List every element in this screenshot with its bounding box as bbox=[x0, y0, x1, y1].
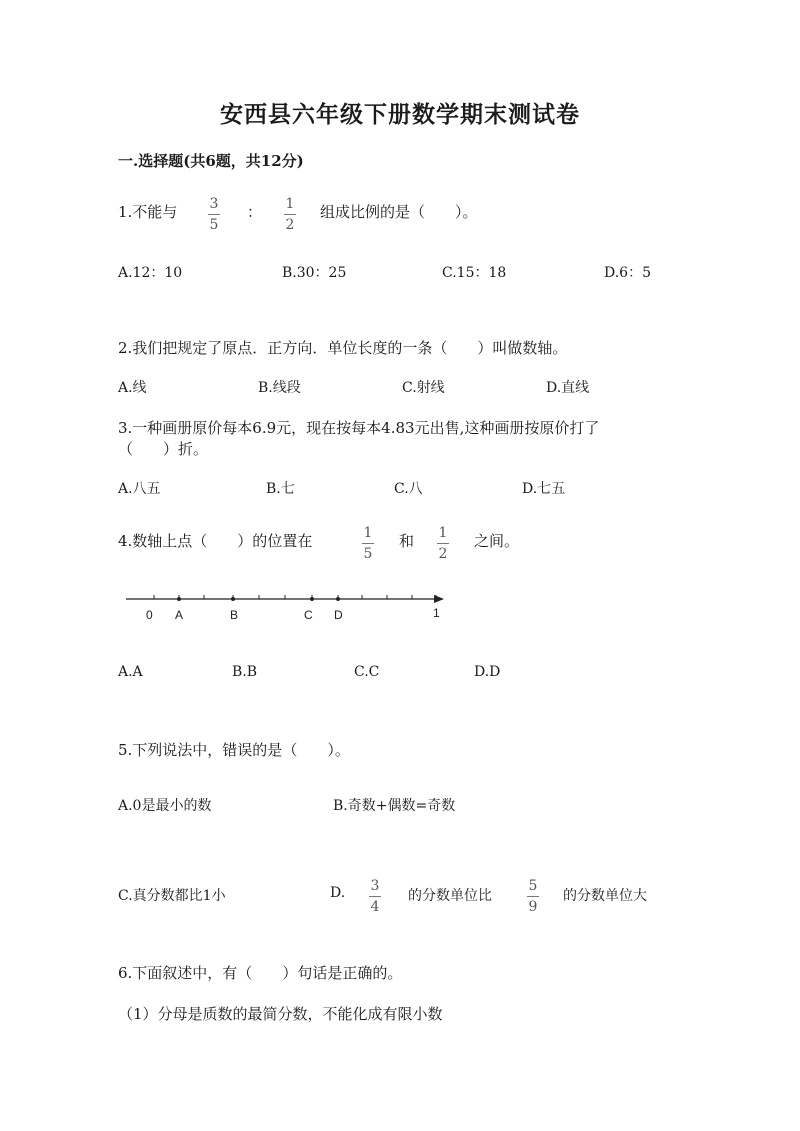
fraction-denominator: 2 bbox=[438, 546, 448, 562]
q4-fraction-b bbox=[437, 525, 449, 562]
point-d-dot bbox=[336, 597, 340, 601]
q4-fraction-a bbox=[362, 525, 374, 562]
fraction-numerator: 5 bbox=[528, 878, 538, 894]
q3-stem-line2: （ ）折。 bbox=[118, 440, 209, 458]
q6-stem: 6.下面叙述中，有（ ）句话是正确的。 bbox=[118, 964, 403, 982]
q5-stem: 5.下列说法中，错误的是（ ）。 bbox=[118, 741, 350, 759]
q1-stem-pre: 1.不能与 bbox=[118, 203, 178, 221]
q4-stem-post: 之间。 bbox=[474, 532, 520, 550]
fraction-denominator: 5 bbox=[363, 546, 373, 562]
point-a-dot bbox=[177, 597, 181, 601]
q5-fraction-b bbox=[527, 878, 539, 915]
label-d: D bbox=[334, 608, 343, 622]
q5-option-d[interactable]: D. bbox=[330, 885, 346, 901]
number-line bbox=[118, 585, 458, 630]
q3-option-b[interactable]: B.七 bbox=[266, 481, 295, 497]
label-c: C bbox=[304, 608, 313, 622]
q5-fraction-a bbox=[369, 878, 381, 915]
label-one: 1 bbox=[433, 606, 440, 620]
q4-stem-pre: 4.数轴上点（ ）的位置在 bbox=[118, 532, 313, 550]
fraction-denominator: 2 bbox=[285, 217, 295, 233]
q5-option-a[interactable]: A.0是最小的数 bbox=[118, 798, 212, 814]
fraction-denominator: 4 bbox=[370, 899, 380, 915]
q2-option-d[interactable]: D.直线 bbox=[546, 380, 590, 396]
label-zero: 0 bbox=[146, 608, 153, 622]
q1-option-c[interactable]: C.15：18 bbox=[442, 265, 507, 281]
q1-fraction-a bbox=[208, 196, 220, 233]
fraction-denominator: 9 bbox=[528, 899, 538, 915]
q4-option-d[interactable]: D.D bbox=[474, 664, 501, 680]
q3-option-a[interactable]: A.八五 bbox=[118, 481, 161, 497]
q6-item-1: （1）分母是质数的最简分数，不能化成有限小数 bbox=[118, 1005, 443, 1023]
q5-option-d-mid: 的分数单位比 bbox=[408, 888, 492, 904]
q5-option-b[interactable]: B.奇数+偶数=奇数 bbox=[333, 798, 456, 814]
q2-option-c[interactable]: C.射线 bbox=[402, 380, 445, 396]
q2-stem: 2.我们把规定了原点．正方向．单位长度的一条（ ）叫做数轴。 bbox=[118, 339, 568, 357]
fraction-numerator: 3 bbox=[370, 878, 380, 894]
q3-stem-line1: 3.一种画册原价每本6.9元，现在按每本4.83元出售,这种画册按原价打了 bbox=[118, 419, 600, 437]
q3-option-c[interactable]: C.八 bbox=[394, 481, 423, 497]
q1-stem-post: 组成比例的是（ ）。 bbox=[320, 203, 478, 221]
q1-option-b[interactable]: B.30：25 bbox=[282, 265, 347, 281]
fraction-numerator: 1 bbox=[438, 525, 448, 541]
fraction-numerator: 3 bbox=[209, 196, 219, 212]
q1-colon: ： bbox=[247, 203, 263, 221]
q4-option-c[interactable]: C.C bbox=[354, 664, 380, 680]
point-b-dot bbox=[231, 597, 235, 601]
label-b: B bbox=[230, 608, 239, 622]
fraction-denominator: 5 bbox=[209, 217, 219, 233]
q1-option-a[interactable]: A.12：10 bbox=[118, 265, 183, 281]
q3-option-d[interactable]: D.七五 bbox=[522, 481, 566, 497]
point-c-dot bbox=[310, 597, 314, 601]
page-title: 安西县六年级下册数学期末测试卷 bbox=[220, 101, 580, 128]
q2-option-a[interactable]: A.线 bbox=[118, 380, 147, 396]
q4-option-a[interactable]: A.A bbox=[118, 664, 143, 680]
q1-fraction-b bbox=[284, 196, 296, 233]
q5-option-d-post: 的分数单位大 bbox=[563, 888, 647, 904]
q1-option-d[interactable]: D.6：5 bbox=[604, 265, 651, 281]
section-heading: 一.选择题(共6题，共12分) bbox=[118, 152, 304, 170]
q4-option-b[interactable]: B.B bbox=[232, 664, 258, 680]
q5-option-c[interactable]: C.真分数都比1小 bbox=[118, 888, 226, 904]
label-a: A bbox=[175, 608, 184, 622]
q4-stem-mid: 和 bbox=[399, 532, 415, 550]
fraction-numerator: 1 bbox=[363, 525, 373, 541]
q2-option-b[interactable]: B.线段 bbox=[258, 380, 301, 396]
fraction-numerator: 1 bbox=[285, 196, 295, 212]
